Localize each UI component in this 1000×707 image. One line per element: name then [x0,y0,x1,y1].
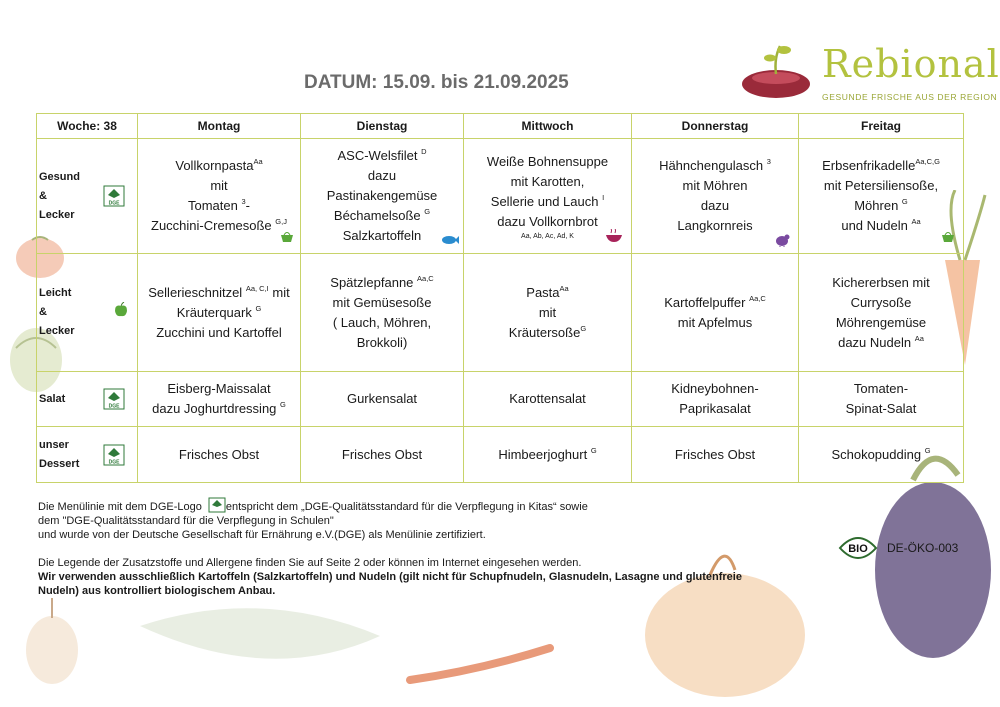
dge-logo-icon [103,185,125,207]
category-salat: Salat DGE [37,372,138,427]
fish-icon [441,235,459,245]
header-row [37,114,964,139]
meal-cell: Schokopudding $^G$ [799,427,964,483]
table-row [37,254,964,372]
day-header-tuesday: Dienstag [301,114,464,139]
svg-text:DGE: DGE [108,200,120,207]
rebional-logo [738,40,1000,110]
apple-icon [113,302,129,318]
meal-cell: Hähnchengulasch $^3$ mit Möhren dazu Langkornreis [632,139,799,254]
brand-name: Rebional [822,42,1000,86]
category-gesund-lecker: Gesund & Lecker DGE [37,139,138,254]
meal-cell: Gurkensalat [301,372,464,427]
legend-note: Die Legende der Zusatzstoffe und Allergene finden Sie auf Seite 2 oder können im Internet eingesehen werden. [38,557,582,569]
page-title: DATUM: 15.09. bis 21.09.2025 [304,72,569,93]
bio-control-code: DE-ÖKO-003 [887,541,959,555]
table-row [37,139,964,254]
dge-note-line1: Die Menülinie mit dem DGE-Logo entspricht dem „DGE-Qualitätsstandard für die Verpflegung in Kitas“ sowie [38,497,798,514]
bio-seal-icon [836,532,880,564]
chicken-icon [774,233,790,247]
meal-cell: Himbeerjoghurt $^G$ [464,427,632,483]
dge-note-line2: dem "DGE-Qualitätsstandard für die Verpflegung in Schulen" [38,515,334,527]
meal-cell: Sellerieschnitzel $^{Aa, C,I}$ mit Kräuterquark $^G$ Zucchini und Kartoffel [138,254,301,372]
onion-illustration [22,590,82,690]
meal-cell: Erbsenfrikadelle$^{Aa,C,G}$ mit Petersiliensoße, Möhren $^G$ und Nudeln $^{Aa}$ [799,139,964,254]
meal-cell: Kartoffelpuffer $^{Aa,C}$ mit Apfelmus [632,254,799,372]
meal-cell: Pasta$^{Aa}$ mit Kräutersoße$^G$ [464,254,632,372]
dge-logo-icon [208,497,226,513]
meal-cell: Spätzlepfanne $^{Aa,C}$ mit Gemüsesoße ( Lauch, Möhren, Brokkoli) [301,254,464,372]
vegetarian-basket-icon [280,231,294,243]
zucchini-illustration [130,596,390,676]
day-header-wednesday: Mittwoch [464,114,632,139]
organic-note-line2: Nudeln) aus kontrolliert biologischem Anbau. [38,585,276,597]
meal-cell: Weiße Bohnensuppe mit Karotten, Sellerie und Lauch $^I$ dazu Vollkornbrot Aa, Ab, Ac, Ad, K [464,139,632,254]
dge-logo-icon [103,444,125,466]
brand-tagline: GESUNDE FRISCHE AUS DER REGION [822,92,998,102]
category-leicht-lecker: Leicht & Lecker [37,254,138,372]
meal-cell: Tomaten- Spinat-Salat [799,372,964,427]
day-header-monday: Montag [138,114,301,139]
week-label: Woche: 38 [37,114,138,139]
day-header-friday: Freitag [799,114,964,139]
meal-cell: Kidneybohnen- Paprikasalat [632,372,799,427]
chili-illustration [400,640,560,690]
vegetarian-basket-icon [941,231,955,243]
category-dessert: unser Dessert DGE [37,427,138,483]
day-header-thursday: Donnerstag [632,114,799,139]
meal-cell: ASC-Welsfilet $^D$ dazu Pastinakengemüse Béchamelsoße $^G$ Salzkartoffeln [301,139,464,254]
table-row [37,427,964,483]
menu-table [36,113,964,483]
svg-text:DGE: DGE [108,403,120,410]
meal-cell: Frisches Obst [301,427,464,483]
dge-note-line3: und wurde von der Deutsche Gesellschaft für Ernährung e.V.(DGE) als Menülinie zertifiziert. [38,529,486,541]
footnotes [38,497,798,598]
dge-logo-icon [103,388,125,410]
bowl-icon [738,40,818,110]
table-row [37,372,964,427]
svg-text:DGE: DGE [108,459,120,465]
meal-cell: Frisches Obst [138,427,301,483]
svg-text:BIO: BIO [848,543,868,555]
meal-cell: Frisches Obst [632,427,799,483]
soup-bowl-icon [605,229,623,243]
meal-cell: Vollkornpasta$^{Aa}$ mit Tomaten $^3$- Zucchini-Cremesoße $^{G,J}$ [138,139,301,254]
meal-cell: Eisberg-Maissalat dazu Joghurtdressing $^G$ [138,372,301,427]
organic-note-line1: Wir verwenden ausschließlich Kartoffeln (Salzkartoffeln) und Nudeln (gilt nicht für Schupfnudeln, Glasnudeln, Lasagne und glutenfreie [38,571,742,583]
meal-cell: Kichererbsen mit Currysoße Möhrengemüse dazu Nudeln $^{Aa}$ [799,254,964,372]
meal-cell: Karottensalat [464,372,632,427]
